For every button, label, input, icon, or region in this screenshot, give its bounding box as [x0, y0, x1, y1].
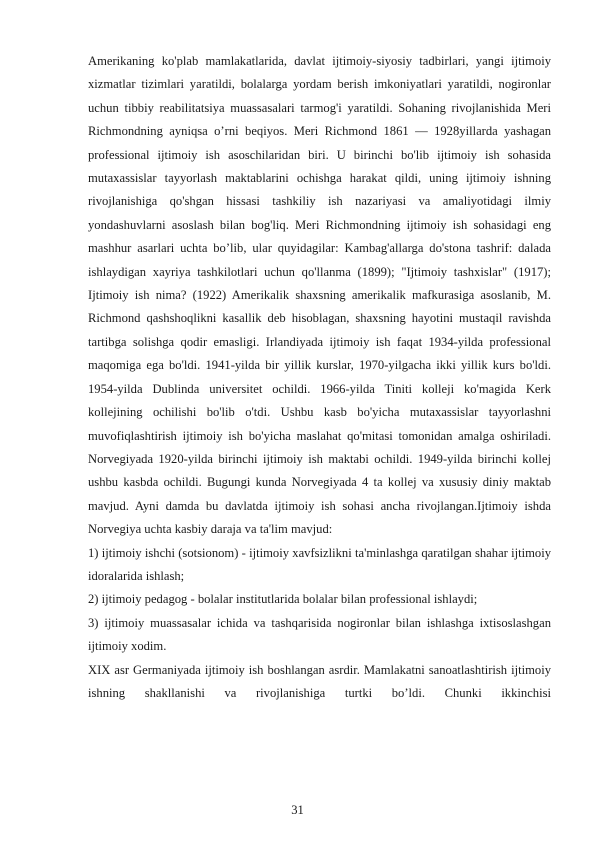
list-item-social-pedagogue: 2) ijtimoiy pedagog - bolalar institutlarida bolalar bilan professional ishlaydi; — [88, 592, 478, 607]
paragraph-germany: XIX asr Germaniyada ijtimoiy ish boshlangan asrdir. Mamlakatni sanoatlashtirish ijtimoiy ishning shakllanishi va rivojlanishiga turtki bo’ldi. Chunki ikkinchisi — [88, 662, 551, 700]
page-number: 31 — [291, 803, 304, 817]
document-body — [88, 50, 551, 705]
list-item-social-staff: 3) ijtimoiy muassasalar ichida va tashqarisida nogironlar bilan ishlashga ixtisoslashgan ijtimoiy xodim. — [88, 615, 551, 654]
paragraph-history: Amerikaning ko'plab mamlakatlarida, davlat ijtimoiy-siyosiy tadbirlari, yangi ijtimoiy xizmatlar tizimlari yaratildi, bolalarga yordam berish imkoniyatlari yaratildi, nogironlar uchun tibbiy reabilitatsiya muassasalari tarmog'i yaratildi. Sohaning rivojlanishida Meri Richmondning ayniqsa o’rni beqiyos. Meri Richmond 1861 — 1928yillarda yashagan professional ijtimoiy ish asoschilaridan biri. U birinchi bo'lib ijtimoiy ish sohasida mutaxassislar tayyorlash maktablarini ochishga harakat qildi, uning ijtimoiy ishning rivojlanishiga qo'shgan hissasi tashkiliy ish nazariyasi va amaliyotidagi ilmiy yondashuvlarni asoslash bilan bog'liq. Meri Richmondning ijtimoiy ish sohasidagi eng mashhur asarlari uchta bo’lib, ular quyidagilar: Kambag'allarga do'stona tashrif: dalada ishlaydigan xayriya tashkilotlari uchun qo'llanma (1899); "Ijtimoiy tashxislar" (1917); Ijtimoiy ish nima? (1922) Amerikalik shaxsning amerikalik mafkurasiga asoslanib, M. Richmond qashshoqlikni kasallik deb hisoblagan, shaxsning hayotini mustaqil ravishda tartibga solishga qodir emasligi. Irlandiyada ijtimoiy ish faqat 1934-yilda professional maqomiga ega bo'ldi. 1941-yilda bir yillik kurslar, 1970-yilgacha ikki yillik kurs bo'ldi. 1954-yilda Dublinda universitet ochildi. 1966-yilda Tiniti kolleji ko'magida Kerk kollejining ochilishi bo'lib o'tdi. Ushbu kasb bo'yicha mutaxassislar tayyorlashni muvofiqlashtirish ijtimoiy ish bo'yicha maslahat qo'mitasi tomonidan amalga oshiriladi. Norvegiyada 1920-yilda birinchi ijtimoiy ish maktabi ochildi. 1949-yilda birinchi kollej ushbu kasbda ochildi. Bugungi kunda Norvegiyada 4 ta kollej va xususiy diniy maktab mavjud. Ayni damda bu davlatda ijtimoiy ish sohasi ancha rivojlangan.Ijtimoiy ishda Norvegiya uchta kasbiy daraja va ta'lim mavjud: — [88, 54, 551, 537]
list-item-social-worker: 1) ijtimoiy ishchi (sotsionom) - ijtimoiy xavfsizlikni ta'minlashga qaratilgan shahar ijtimoiy idoralarida ishlash; — [88, 545, 551, 583]
